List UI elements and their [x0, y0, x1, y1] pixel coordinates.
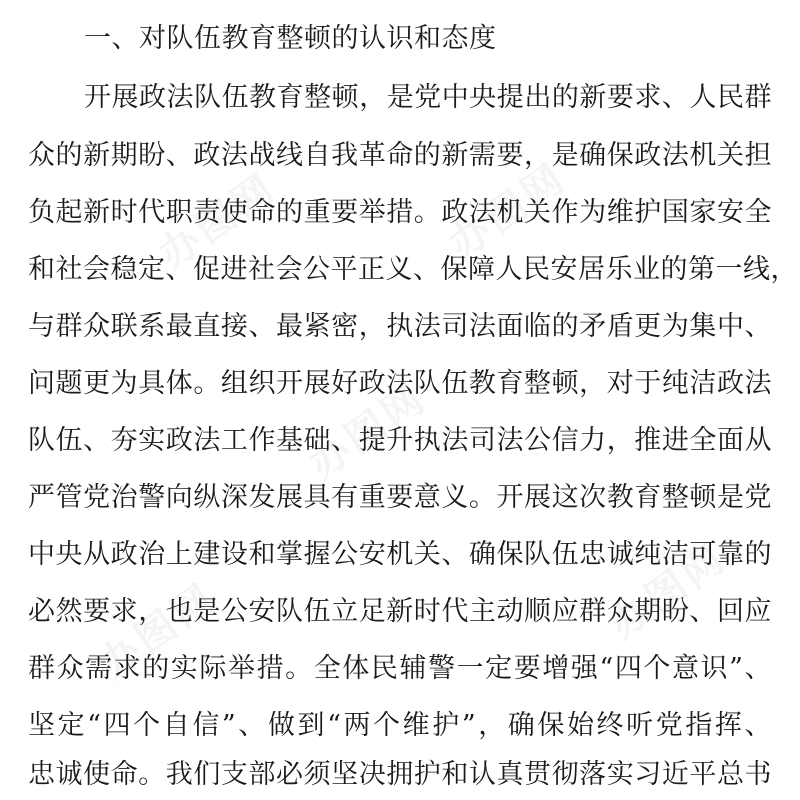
paragraph-line: 严管党治警向纵深发展具有重要意义。开展这次教育整顿是党 — [28, 482, 772, 513]
paragraph-line: 与群众联系最直接、最紧密，执法司法面临的矛盾更为集中、 — [28, 311, 772, 342]
paragraph-line: 问题更为具体。组织开展好政法队伍教育整顿，对于纯洁政法 — [28, 368, 772, 399]
paragraph-line: 众的新期盼、政法战线自我革命的新需要，是确保政法机关担 — [28, 140, 772, 171]
paragraph-line: 开展政法队伍教育整顿，是党中央提出的新要求、人民群 — [84, 82, 772, 113]
watermark-text: 办图网 — [440, 154, 576, 269]
paragraph-line: 负起新时代职责使命的重要举措。政法机关作为维护国家安全 — [28, 197, 772, 228]
paragraph-line: 群众需求的实际举措。全体民辅警一定要增强“四个意识”、 — [28, 653, 772, 684]
paragraph-line: 必然要求，也是公安队伍立足新时代主动顺应群众期盼、回应 — [28, 596, 772, 627]
watermark-text: 办图网 — [90, 574, 226, 689]
watermark-text: 办图网 — [300, 374, 436, 489]
watermark-text: 办图网 — [150, 164, 286, 279]
paragraph-line: 坚定“四个自信”、做到“两个维护”，确保始终听党指挥、 — [28, 710, 772, 741]
watermark-text: 办图网 — [600, 534, 736, 649]
paragraph-line: 队伍、夯实政法工作基础、提升执法司法公信力，推进全面从 — [28, 425, 772, 456]
paragraph-line: 和社会稳定、促进社会公平正义、保障人民安居乐业的第一线， — [28, 254, 798, 285]
paragraph-line: 中央从政治上建设和掌握公安机关、确保队伍忠诚纯洁可靠的 — [28, 539, 772, 570]
section-heading: 一、对队伍教育整顿的认识和态度 — [84, 23, 497, 54]
paragraph-line: 忠诚使命。我们支部必须坚决拥护和认真贯彻落实习近平总书 — [28, 759, 772, 790]
